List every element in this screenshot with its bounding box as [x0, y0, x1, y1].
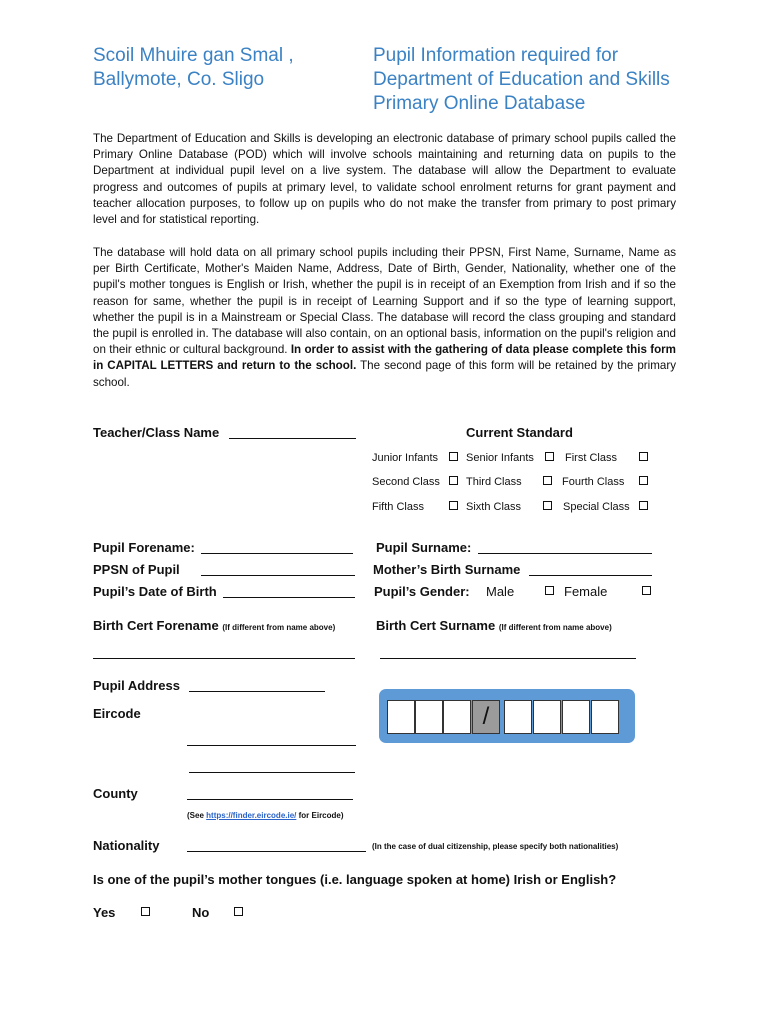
form-title-line2: Department of Education and Skills [373, 69, 670, 90]
standard-special-class-label: Special Class [563, 501, 630, 513]
eircode-cell-6[interactable] [562, 700, 590, 734]
pupil-surname-field[interactable] [478, 553, 652, 554]
county-label: County [93, 786, 138, 801]
birth-cert-forename-text: Birth Cert Forename [93, 618, 219, 633]
birth-cert-surname-text: Birth Cert Surname [376, 618, 496, 633]
date-of-birth-label: Pupil’s Date of Birth [93, 584, 217, 599]
eircode-finder-prefix: (See [187, 811, 204, 820]
gender-label: Pupil’s Gender: [374, 584, 470, 599]
intro-paragraph-1: The Department of Education and Skills is developing an electronic database of primary school pupils called the Primary Online Database (POD) which will involve schools maintaining and returning data on pupils to the Department at individual pupil level on a live system. The database will allow the Department to evaluate progress and outcomes of pupils at primary level, to validate school enrolment returns for grant payment and teacher allocation purposes, to follow up on pupils who do not make the transfer from primary to post primary level and for statistical reporting. [93, 132, 676, 227]
standard-special-class-checkbox[interactable] [639, 501, 648, 510]
standard-fifth-class-label: Fifth Class [372, 501, 424, 513]
standard-second-class-label: Second Class [372, 476, 440, 488]
nationality-field[interactable] [187, 851, 366, 852]
birth-cert-surname-field[interactable] [380, 658, 636, 659]
standard-second-class-checkbox[interactable] [449, 476, 458, 485]
gender-female-checkbox[interactable] [642, 586, 651, 595]
standard-junior-infants-checkbox[interactable] [449, 452, 458, 461]
eircode-cell-7[interactable] [591, 700, 619, 734]
teacher-class-field[interactable] [229, 438, 356, 439]
current-standard-label: Current Standard [466, 425, 573, 440]
ppsn-label: PPSN of Pupil [93, 562, 180, 577]
eircode-finder-note [187, 811, 344, 820]
standard-fourth-class-label: Fourth Class [562, 476, 625, 488]
form-title-line3: Primary Online Database [373, 93, 586, 114]
eircode-cell-3[interactable] [443, 700, 471, 734]
pupil-forename-field[interactable] [201, 553, 353, 554]
eircode-entry-box [379, 689, 635, 743]
standard-third-class-label: Third Class [466, 476, 522, 488]
birth-cert-surname-label [376, 618, 612, 633]
eircode-finder-suffix: for Eircode) [298, 811, 344, 820]
form-title-line1: Pupil Information required for [373, 45, 619, 66]
eircode-separator-slash: / [482, 703, 490, 730]
pupil-forename-label: Pupil Forename: [93, 540, 195, 555]
eircode-cell-2[interactable] [415, 700, 443, 734]
intro-retention-note: The second page of this form will be retained by the primary school. [93, 359, 677, 389]
school-name-line2: Ballymote, Co. Sligo [93, 69, 265, 90]
standard-first-class-checkbox[interactable] [639, 452, 648, 461]
pupil-surname-label: Pupil Surname: [376, 540, 472, 555]
standard-fifth-class-checkbox[interactable] [449, 501, 458, 510]
intro-instruction: In order to assist with the gathering of data please complete this form in CAPITAL LETTERS and return to the school. [93, 343, 676, 373]
mother-tongue-no-label: No [192, 905, 210, 920]
eircode-cell-5[interactable] [533, 700, 561, 734]
mother-tongue-yes-checkbox[interactable] [141, 907, 150, 916]
form-title [373, 44, 670, 116]
eircode-cell-1[interactable] [387, 700, 415, 734]
mothers-birth-surname-label: Mother’s Birth Surname [373, 562, 521, 577]
mothers-birth-surname-field[interactable] [529, 575, 652, 576]
gender-male-label: Male [486, 584, 515, 599]
standard-third-class-checkbox[interactable] [543, 476, 552, 485]
teacher-class-label: Teacher/Class Name [93, 425, 220, 440]
eircode-label: Eircode [93, 706, 141, 721]
gender-male-checkbox[interactable] [545, 586, 554, 595]
mother-tongue-question: Is one of the pupil’s mother tongues (i.e. language spoken at home) Irish or English? [93, 872, 617, 887]
eircode-separator-cell [472, 700, 500, 734]
intro-paragraph-2-text: The database will hold data on all primary school pupils including their PPSN, First Name, Surname, Name as per Birth Certificate, Mother's Maiden Name, Address, Date of Birth, Gender, Nationality, whether one of the pupil's mother tongues is English or Irish, whether the pupil is in receipt of an Exemption from Irish and if so the reason for same, whether the pupil is in receipt of Learning Support and if so the type of learning support, whether the pupil is in a Mainstream or Special Class. The database will record the class grouping and standard the pupil is enrolled in. The database will also contain, on an optional basis, information on the pupil's religion and on their ethnic or cultural background. [93, 246, 676, 357]
school-name-line1: Scoil Mhuire gan Smal , [93, 45, 294, 66]
mother-tongue-yes-label: Yes [93, 905, 116, 920]
pupil-address-field-3[interactable] [189, 772, 355, 773]
pupil-address-field-1[interactable] [189, 691, 325, 692]
standard-senior-infants-label: Senior Infants [466, 452, 534, 464]
standard-fourth-class-checkbox[interactable] [639, 476, 648, 485]
standard-first-class-label: First Class [565, 452, 617, 464]
birth-cert-surname-note: (If different from name above) [498, 623, 612, 632]
pupil-address-label: Pupil Address [93, 678, 180, 693]
eircode-finder-link[interactable]: https://finder.eircode.ie/ [206, 811, 297, 820]
standard-sixth-class-checkbox[interactable] [543, 501, 552, 510]
nationality-label: Nationality [93, 838, 160, 853]
birth-cert-forename-label [93, 618, 335, 633]
eircode-cell-4[interactable] [504, 700, 532, 734]
date-of-birth-field[interactable] [223, 597, 355, 598]
school-name [93, 44, 294, 92]
birth-cert-forename-field[interactable] [93, 658, 355, 659]
nationality-note: (In the case of dual citizenship, please specify both nationalities) [372, 842, 619, 851]
standard-senior-infants-checkbox[interactable] [545, 452, 554, 461]
standard-junior-infants-label: Junior Infants [372, 452, 439, 464]
county-field[interactable] [187, 799, 353, 800]
birth-cert-forename-note: (If different from name above) [222, 623, 336, 632]
gender-female-label: Female [564, 584, 608, 599]
standard-sixth-class-label: Sixth Class [466, 501, 522, 513]
mother-tongue-no-checkbox[interactable] [234, 907, 243, 916]
ppsn-field[interactable] [201, 575, 355, 576]
intro-paragraph-2 [93, 245, 676, 391]
pupil-address-field-2[interactable] [187, 745, 356, 746]
